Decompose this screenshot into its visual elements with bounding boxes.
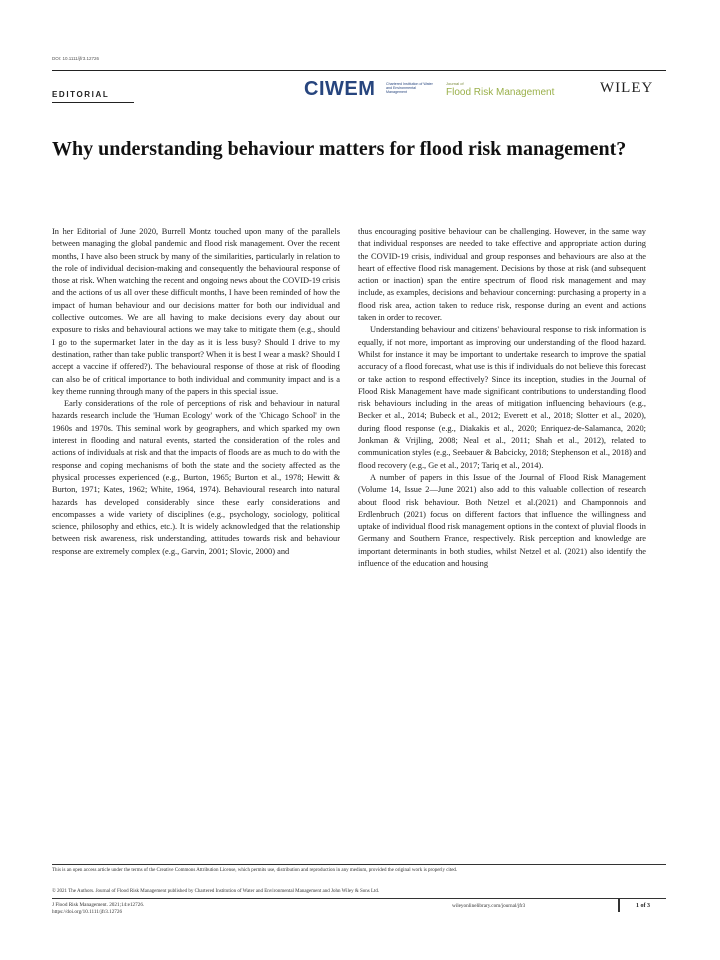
header-rule [52,70,666,71]
article-title: Why understanding behaviour matters for flood risk management? [52,138,627,160]
footnote-rule [52,864,666,865]
right-column [358,226,646,570]
journal-logo-prefix: Journal of [446,81,464,86]
section-label: EDITORIAL [52,90,110,99]
left-column [52,226,340,558]
journal-site-link[interactable]: wileyonlinelibrary.com/journal/jfr3 [452,903,526,909]
publisher-logos [304,76,666,104]
ciwem-logo[interactable]: CIWEM [304,78,376,100]
paragraph: Understanding behaviour and citizens' behavioural response to risk information is equally, if not more, important as improving our understanding of the flood hazard. Whilst for instance it may be important to undertake research to improve the spatial accuracy of a flood forecast, what use is this if individuals do not believe this forecast or take action to respond effectively? Since its inception, studies in the Journal of Flood Risk Management have made significant contributions to understanding flood risk behaviours including in the areas of mitigation influencing behaviours (e.g., Becker et al., 2014; Bubeck et al., 2012; Everett et al., 2018; Slotter et al., 2020), during flood response (e.g., Diakakis et al., 2020; Enriquez-de-Salamanca, 2020; Jonkman & Vrijling, 2008; Neal et al., 2011; Shah et al., 2012), related to communication styles (e.g., Seebauer & Babcicky, 2018; Stephenson et al., 2018) and flood recovery (e.g., Ge et al., 2017; Tariq et al., 2014). [358,325,646,470]
journal-logo[interactable] [446,78,596,100]
license-note: This is an open access article under the terms of the Creative Commons Attribution License, which permits use, distribution and reproduction in any medium, provided the original work is properly cited. [52,868,458,873]
wiley-logo[interactable]: WILEY [600,80,654,96]
footer-rule [52,898,666,899]
doi-link[interactable]: https://doi.org/10.1111/jfr3.12726 [52,908,123,915]
copyright-note: © 2021 The Authors. Journal of Flood Risk Management published by Chartered Institution of Water and Environmental Management and John Wiley & Sons Ltd. [52,889,380,894]
page-number: 1 of 3 [636,903,650,909]
paragraph: A number of papers in this Issue of the Journal of Flood Risk Management (Volume 14, Issue 2—June 2021) also add to this valuable collection of research about flood risk behaviour. Both Netzel et al.(2021) and Champonnois and Erdlenbruch (2021) focus on different factors that influence the willingness and uptake of individual flood risk management options in the context of pluvial floods in Germany and Southern France, respectively. Risk perception and knowledge are important determinants in both studies, whilst Netzel et al. (2021) also identify the influence of the education and housing [358,472,646,569]
paragraph: In her Editorial of June 2020, Burrell Montz touched upon many of the parallels between managing the global pandemic and flood risk management. Over the recent months, I have also been struck by many of the similarities, particularly in relation to the role of individual decision-making and consequently the behavioural response of those at risk. When watching the recent and ongoing news about the COVID-19 crisis and the actions of us all over these difficult months, I have been reminded of how the impact of human behaviour and our decisions matter for both our individual and collective outcomes. We are all having to make decisions every day about our exposure to risks and behavioural actions we may take to mitigate them (e.g., should I go to the supermarket later in the day as it is less busy? Should I drive to my destination, rather than take public transport? When it is best I wear a mask? Should I accept a vaccine if offered?). The behavioural response of those at risk of flooding can also be of critical importance to both individual and community impact and is a key theme running through many of the papers in this special issue. [52,227,340,396]
footer-citation [52,902,144,915]
paragraph: Early considerations of the role of perceptions of risk and behaviour in natural hazards research include the 'Human Ecology' work of the 'Chicago School' in the 1960s and 1970s. This seminal work by geographers, and which sparked my own interest in flooding and natural events, started the consideration of the roles and actions of individuals at risk and that the impacts of floods are as much to do with the response and coping mechanisms of both the state and the society affected as the physical processes experienced (e.g., Burton, 1965; Burton et al., 1978; Hewitt & Burton, 1971; Kates, 1962; White, 1964, 1974). Behavioural research into natural hazards has developed considerably since these early considerations and encompasses a wide variety of disciplines (e.g., psychology, sociology, political science, philosophy and ethics, etc.). It is widely acknowledged that the relationship between risk awareness, risk understanding, attitudes towards risk and behaviour response are extremely complex (e.g., Garvin, 2001; Slovic, 2000) and [52,399,340,556]
ciwem-description: Chartered Institution of Water and Environmental Management [386,82,433,95]
footer-divider [618,898,620,912]
section-label-underline [52,102,134,103]
journal-citation: J Flood Risk Management. 2021;14:e12726. [52,902,145,908]
paragraph: thus encouraging positive behaviour can be challenging. However, in the same way that individual responses are needed to take effective and appropriate action during the COVID-19 crisis, individual and group responses and behaviours are also at the heart of effective flood risk management. Decisions by those at risk (and subsequent action or inaction) span the entire spectrum of flood risk management and may include, as examples, decisions and behaviour concerning: purchasing a property in a flood risk area, action taken to reduce risk, response during an event and actions taken in order to recover. [358,227,646,323]
doi-label[interactable]: DOI: 10.1111/jfr3.12726 [52,56,100,61]
journal-logo-name: Flood Risk Management [446,87,555,98]
